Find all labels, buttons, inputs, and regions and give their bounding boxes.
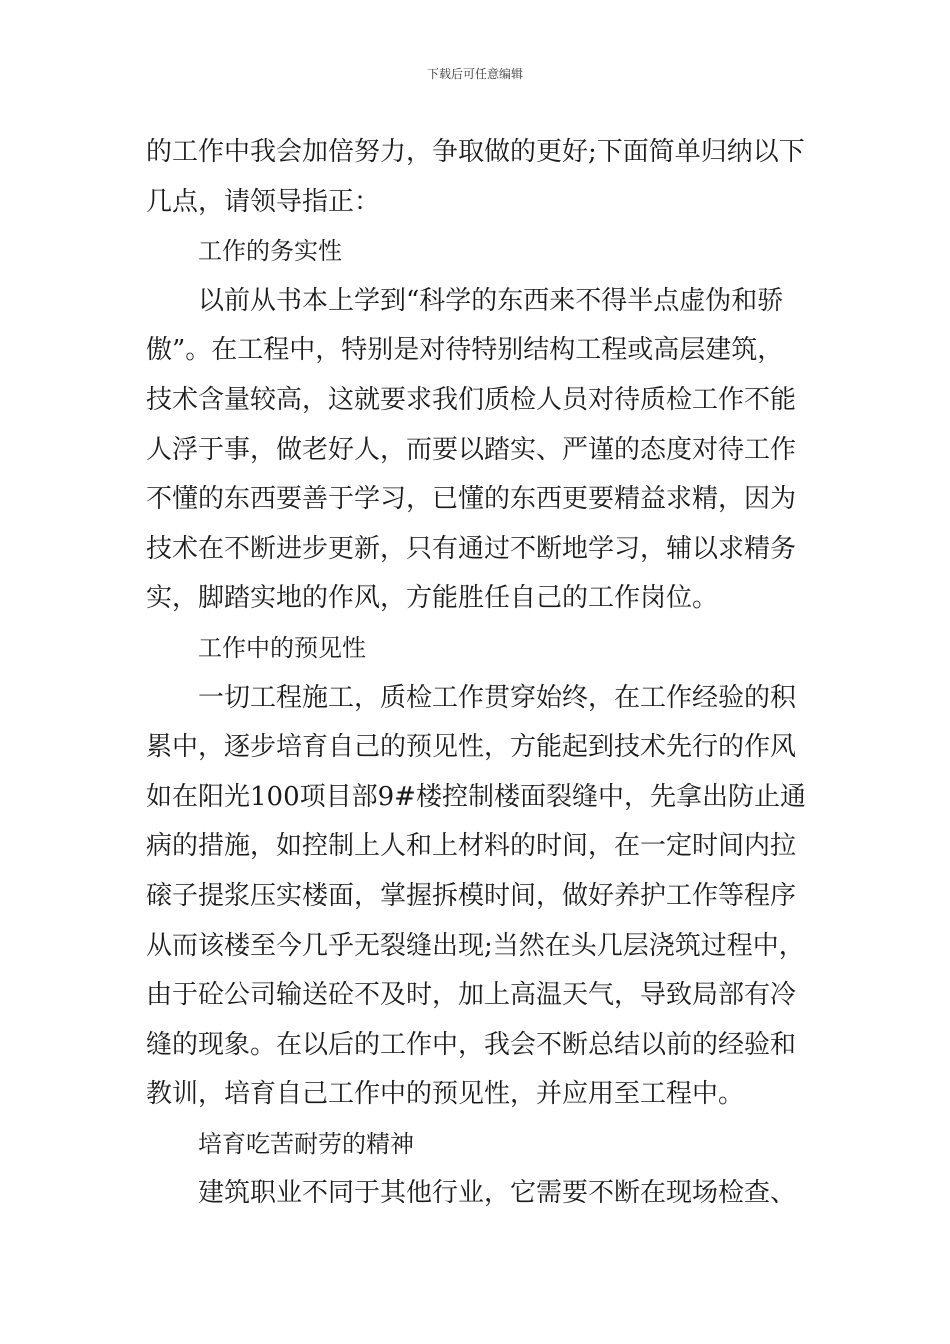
paragraph-line: 建筑职业不同于其他行业，它需要不断在现场检查、 <box>198 1178 797 1209</box>
paragraph-line: 实，脚踏实地的作风，方能胜任自己的工作岗位。 <box>146 583 719 614</box>
paragraph-line: 的工作中我会加倍努力，争取做的更好;下面简单归纳以下 <box>146 137 805 167</box>
section-heading-practicality: 工作的务实性 <box>198 237 342 266</box>
paragraph-line: 缝的现象。在以后的工作中，我会不断总结以前的经验和 <box>146 1029 797 1060</box>
section-heading-foresight: 工作中的预见性 <box>198 633 366 662</box>
page-header: 下载后可任意编辑 <box>426 67 523 81</box>
paragraph-line: 由于砼公司输送砼不及时，加上高温天气，导致局部有冷 <box>146 980 797 1011</box>
paragraph-line: 技术含量较高，这就要求我们质检人员对待质检工作不能 <box>146 384 797 415</box>
paragraph-line: 如在阳光100项目部9#楼控制楼面裂缝中，先拿出防止通 <box>146 781 806 812</box>
paragraph-line: 从而该楼至今几乎无裂缝出现;当然在头几层浇筑过程中， <box>146 930 805 961</box>
paragraph-line: 傲”。在工程中，特别是对待特别结构工程或高层建筑， <box>146 335 784 366</box>
paragraph-line: 几点，请领导指正： <box>146 186 381 217</box>
paragraph-line: 磙子提浆压实楼面，掌握拆模时间，做好养护工作等程序 <box>146 880 797 911</box>
paragraph-line: 不懂的东西要善于学习，已懂的东西更要精益求精，因为 <box>146 484 797 515</box>
paragraph-line: 人浮于事，做老好人，而要以踏实、严谨的态度对待工作 <box>146 434 797 465</box>
document-body <box>146 128 806 1219</box>
paragraph-line: 累中，逐步培育自己的预见性，方能起到技术先行的作风 <box>146 732 797 763</box>
paragraph-line: 以前从书本上学到“科学的东西来不得半点虚伪和骄 <box>198 285 784 316</box>
section-heading-hardworking: 培育吃苦耐劳的精神 <box>198 1129 414 1158</box>
paragraph-line: 教训，培育自己工作中的预见性，并应用至工程中。 <box>146 1079 745 1110</box>
paragraph-line: 病的措施，如控制上人和上材料的时间，在一定时间内拉 <box>146 831 797 862</box>
paragraph-line: 一切工程施工，质检工作贯穿始终，在工作经验的积 <box>198 682 797 713</box>
paragraph-line: 技术在不断进步更新，只有通过不断地学习，辅以求精务 <box>146 533 797 564</box>
